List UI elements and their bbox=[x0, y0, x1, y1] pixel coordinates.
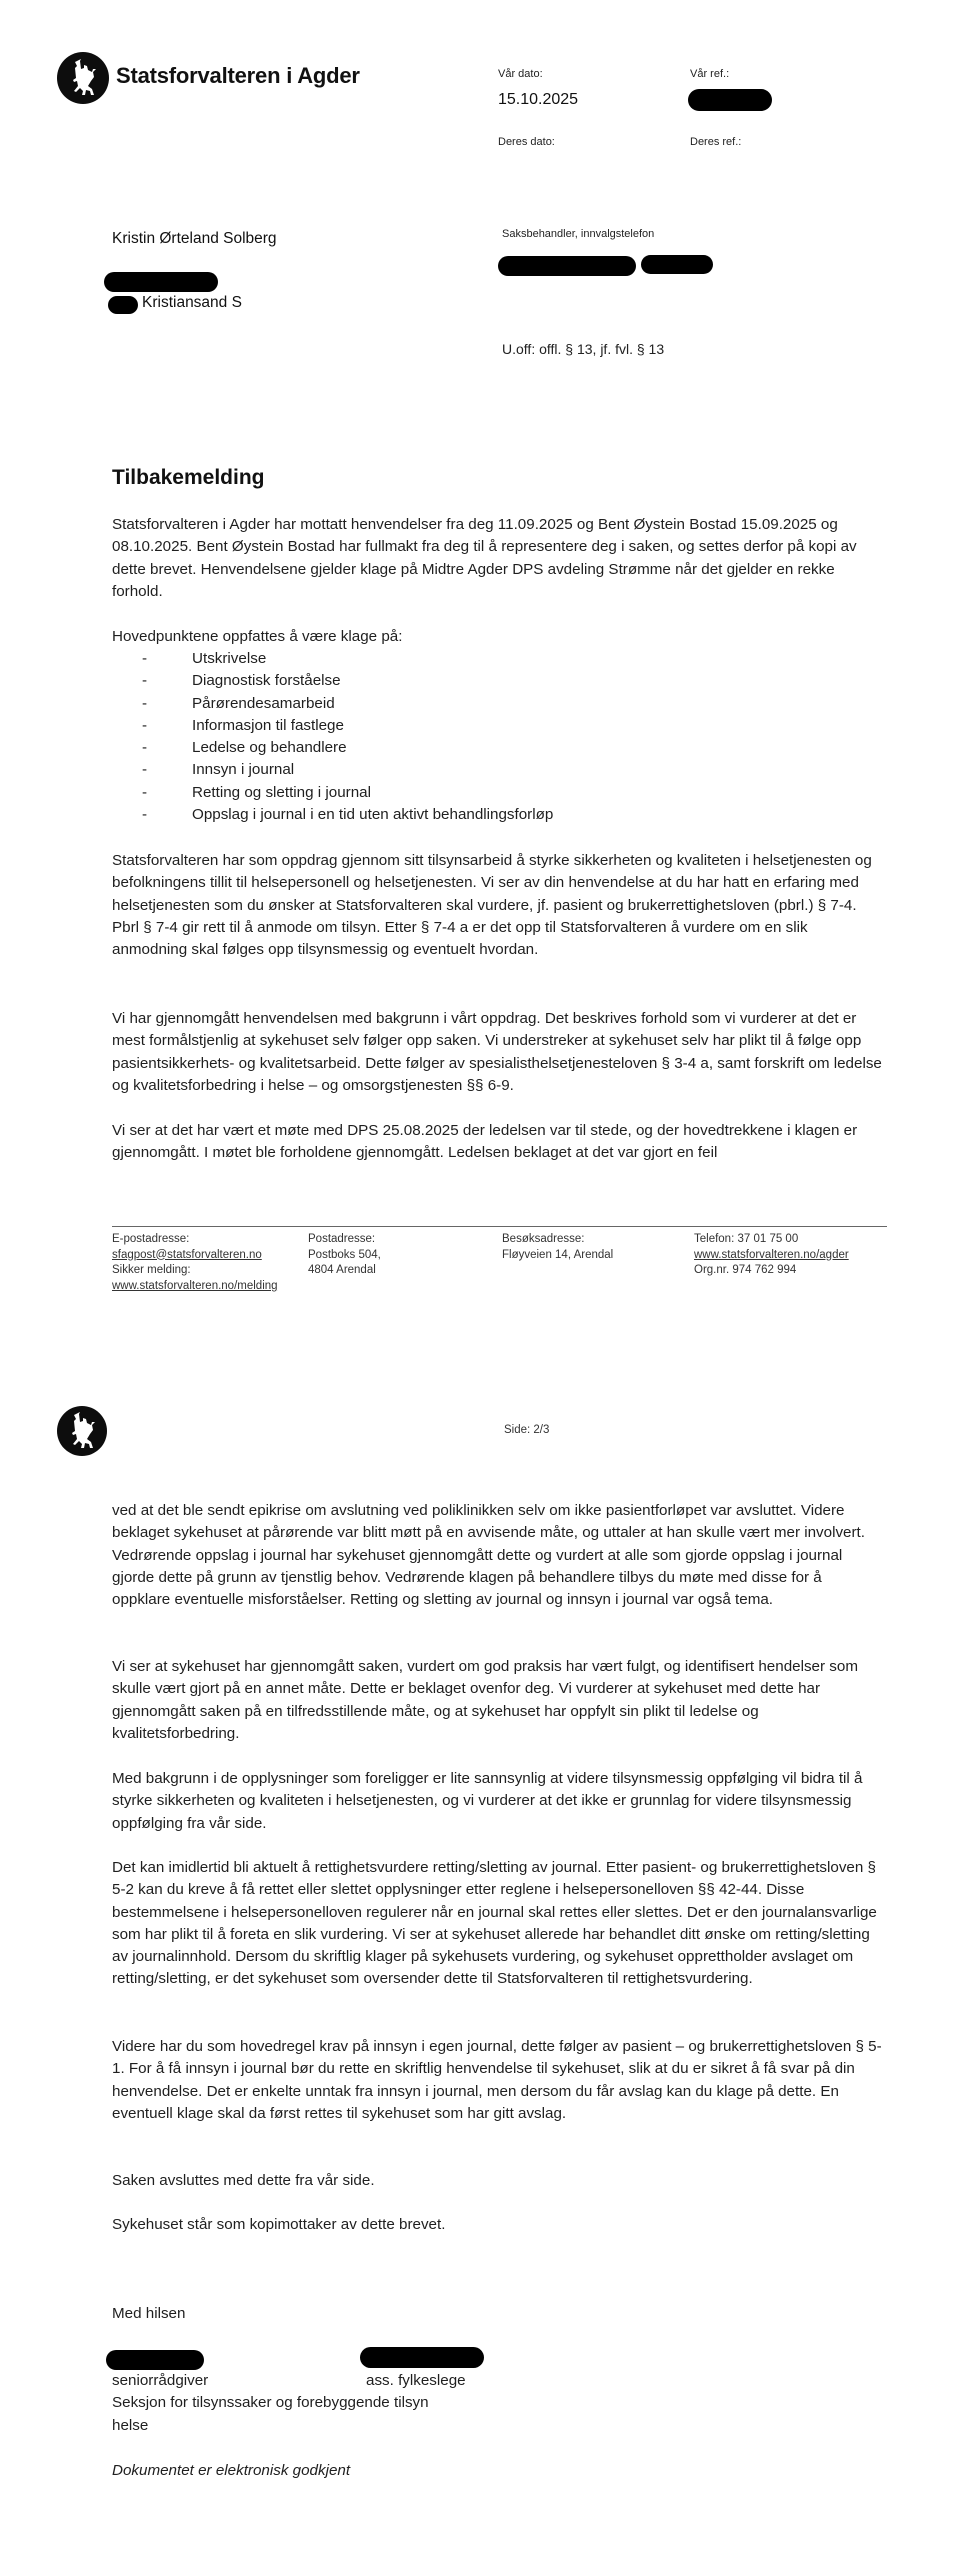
dash-bullet: - bbox=[142, 783, 148, 801]
signatory-1-title: seniorrådgiver bbox=[112, 2372, 209, 2389]
post-address-line2: 4804 Arendal bbox=[308, 1264, 376, 1276]
mandate-paragraph: Statsforvalteren har som oppdrag gjennom sitt tilsynsarbeid å styrke sikkerheten og kvaliteten i helsetjenesten og befolkningens tillit til helsepersonell og helsetjenesten. Vi ser av din henvendelse at du har hatt en erfaring med helsetjenesten som du ønsker at Statsforvalteren skal vurdere, jf. pasient og brukerrettighetsloven (pbrl.) § 7-4. Pbrl § 7-4 gir rett til å anmode om tilsyn. Etter § 7-4 a er det opp til Statsforvalteren å vurdere om en slik anmodning skal følges opp tilsynsmessig og eventuelt hvordan. bbox=[112, 852, 872, 959]
dash-bullet: - bbox=[142, 650, 148, 667]
list-item: - Utskrivelse bbox=[112, 648, 553, 670]
page-indicator: Side: 2/3 bbox=[504, 1424, 550, 1436]
list-item: - Informasjon til fastlege bbox=[112, 715, 553, 737]
intro-paragraph: Statsforvalteren i Agder har mottatt henvendelser fra deg 11.09.2025 og Bent Øystein Bostad 15.09.2025 og 08.10.2025. Bent Øystein Bostad har fullmakt fra deg til å representere deg i saken, og settes derfor på kopi av dette brevet. Henvendelsene gjelder klage på Midtre Agder DPS avdeling Strømme når det gjelder en rekke forhold. bbox=[112, 516, 857, 600]
reviewed-paragraph: Vi har gjennomgått henvendelsen med bakgrunn i vårt oppdrag. Det beskrives forhold som vi vurderer at det er mest formålstjenlig at sykehuset selv følger opp saken. Vi understreker at sykehuset selv har plikt til å følge opp pasientsikkerhets- og kvalitetsarbeid. Dette følger av spesialisthelsetjenesteloven § 3-4 a, samt forskrift om ledelse og kvalitetsforbedring i helse – og omsorgstjenesten §§ 6-9. bbox=[112, 1010, 882, 1094]
list-item: - Innsyn i journal bbox=[112, 759, 553, 781]
our-ref-label: Vår ref.: bbox=[690, 68, 730, 80]
dash-bullet: - bbox=[142, 694, 148, 712]
secure-message-label: Sikker melding: bbox=[112, 1264, 191, 1276]
recipient-city: Kristiansand S bbox=[142, 294, 242, 311]
access-paragraph: Videre har du som hovedregel krav på innsyn i egen journal, dette følger av pasient – og brukerrettighetsloven § 5-1. For å få innsyn i journal bør du rette en skriftlig henvendelse til sykehuset, slik at du er sikret å få svar på din henvendelse. Det er enkelte unntak fra innsyn i journal, men dersom du får avslag kan du klage på dette. En eventuell klage skal da først rettes til sykehuset som har gitt avslag. bbox=[112, 2038, 882, 2122]
signatory-1-department-cont: helse bbox=[112, 2416, 149, 2434]
closing-greeting: Med hilsen bbox=[112, 2305, 186, 2322]
lion-icon bbox=[65, 1412, 99, 1450]
footer-divider bbox=[112, 1226, 887, 1227]
email-link[interactable]: sfagpost@statsforvalteren.no bbox=[112, 1248, 262, 1261]
complaint-points-list bbox=[112, 648, 553, 826]
email-label: E-postadresse: bbox=[112, 1233, 190, 1245]
your-ref-label: Deres ref.: bbox=[690, 136, 742, 148]
visit-address-label: Besøksadresse: bbox=[502, 1233, 585, 1245]
dash-bullet: - bbox=[142, 739, 148, 757]
our-date-label: Vår dato: bbox=[498, 68, 543, 80]
meeting-paragraph-part1: Vi ser at det har vært et møte med DPS 25.08.2025 der ledelsen var til stede, og der hovedtrekkene i klagen er gjennomgått. I møtet ble forholdene gjennomgått. Ledelsen beklaget at det var gjort en feil bbox=[112, 1122, 858, 1162]
redacted-our-ref bbox=[688, 89, 772, 111]
lion-icon bbox=[66, 59, 100, 97]
list-item: - Diagnostisk forståelse bbox=[112, 670, 553, 692]
redacted-case-handler-phone bbox=[641, 255, 713, 274]
dash-bullet: - bbox=[142, 761, 148, 779]
case-closed-paragraph: Saken avsluttes med dette fra vår side. bbox=[112, 2172, 375, 2189]
footer-contact-column bbox=[694, 1232, 894, 1279]
your-date-label: Deres dato: bbox=[498, 136, 555, 148]
footer-post-column bbox=[308, 1232, 488, 1279]
electronic-approval-note: Dokumentet er elektronisk godkjent bbox=[112, 2462, 351, 2479]
coat-of-arms-logo-icon-page2 bbox=[57, 1406, 107, 1456]
list-item: - Ledelse og behandlere bbox=[112, 737, 553, 759]
redacted-recipient-address bbox=[104, 272, 218, 292]
list-intro: Hovedpunktene oppfattes å være klage på: bbox=[112, 628, 403, 645]
dash-bullet: - bbox=[142, 806, 148, 824]
classification-note: U.off: offl. § 13, jf. fvl. § 13 bbox=[502, 341, 665, 357]
org-number: Org.nr. 974 762 994 bbox=[694, 1264, 797, 1276]
organization-name: Statsforvalteren i Agder bbox=[116, 63, 360, 88]
redacted-signatory-2-name bbox=[360, 2347, 484, 2368]
post-address-line1: Postboks 504, bbox=[308, 1248, 381, 1261]
signatory-1-department: Seksjon for tilsynssaker og forebyggende tilsyn bbox=[112, 2394, 429, 2412]
letter-title: Tilbakemelding bbox=[112, 466, 265, 489]
dash-bullet: - bbox=[142, 716, 148, 734]
assessment-paragraph: Vi ser at sykehuset har gjennomgått saken, vurdert om god praksis har vært fulgt, og identifisert hendelser som skulle vært gjort på en annet måte. Dette er beklaget ovenfor deg. Vi vurderer at sykehuset med dette har gjennomgått saken på en tilfredsstillende måte, og at sykehuset har oppfylt sin plikt til ledelse og kvalitetsforbedring. bbox=[112, 1658, 858, 1742]
signatory-2-title: ass. fylkeslege bbox=[366, 2372, 466, 2389]
phone-number: Telefon: 37 01 75 00 bbox=[694, 1233, 799, 1245]
post-address-label: Postadresse: bbox=[308, 1233, 376, 1245]
signatory-2-block bbox=[366, 2370, 666, 2392]
coat-of-arms-logo-icon bbox=[57, 52, 109, 104]
our-date-value: 15.10.2025 bbox=[498, 91, 579, 108]
list-item: - Retting og sletting i journal bbox=[112, 782, 553, 804]
website-link[interactable]: www.statsforvalteren.no/agder bbox=[694, 1248, 849, 1261]
footer-email-column bbox=[112, 1232, 302, 1294]
redacted-case-handler-name bbox=[498, 256, 636, 276]
footer-visit-column bbox=[502, 1232, 682, 1263]
recipient-name: Kristin Ørteland Solberg bbox=[112, 230, 277, 247]
dash-bullet: - bbox=[142, 672, 148, 690]
redacted-postal-code bbox=[108, 296, 138, 314]
meeting-paragraph-part2: ved at det ble sendt epikrise om avslutning ved poliklinikken selv om ikke pasientforløpet var avsluttet. Videre beklaget sykehuset at pårørende var blitt møtt på en avvisende måte, og uttaler at han skulle vært mer involvert. Vedrørende oppslag i journal har sykehuset gjennomgått dette og vurdert at alle som gjorde oppslag i journal gjorde dette på grunn av tjenstlig behov. Vedrørende klagen på behandlere tilbys du møte med disse for å oppklare eventuelle misforståelser. Retting og sletting av journal og innsyn i journal var også tema. bbox=[112, 1502, 865, 1609]
correction-paragraph: Det kan imidlertid bli aktuelt å rettighetsvurdere retting/sletting av journal. Etter pasient- og brukerrettighetsloven § 5-2 kan du kreve å få rettet eller slettet opplysninger etter reglene i helsepersonelloven §§ 42-44. Disse bestemmelsene i helsepersonelloven regulerer når en journal skal rettes eller slettes. Det er den journalansvarlige som har plikt til å foreta en slik vurdering. Vi ser at sykehuset allerede har behandlet ditt ønske om retting/sletting av journalinnhold. Dersom du skriftlig klager på sykehusets vurdering, og sykehuset opprettholder avslaget om retting/sletting, er det sykehuset som oversender dette til Statsforvalteren til rettighetsvurdering. bbox=[112, 1859, 877, 1988]
list-item: - Pårørendesamarbeid bbox=[112, 693, 553, 715]
visit-address: Fløyveien 14, Arendal bbox=[502, 1248, 614, 1261]
conclusion-paragraph: Med bakgrunn i de opplysninger som foreligger er lite sannsynlig at videre tilsynsmessig oppfølging vil bidra til å styrke sikkerheten og kvaliteten i helsetjenesten, og vi vurderer at det ikke er grunnlag for videre tilsynsmessig oppfølging fra vår side. bbox=[112, 1770, 863, 1832]
case-handler-label: Saksbehandler, innvalgstelefon bbox=[502, 228, 655, 240]
secure-message-link[interactable]: www.statsforvalteren.no/melding bbox=[112, 1279, 278, 1292]
redacted-signatory-1-name bbox=[106, 2350, 204, 2370]
copy-recipient-paragraph: Sykehuset står som kopimottaker av dette brevet. bbox=[112, 2216, 446, 2233]
list-item: - Oppslag i journal i en tid uten aktivt behandlingsforløp bbox=[112, 804, 553, 826]
